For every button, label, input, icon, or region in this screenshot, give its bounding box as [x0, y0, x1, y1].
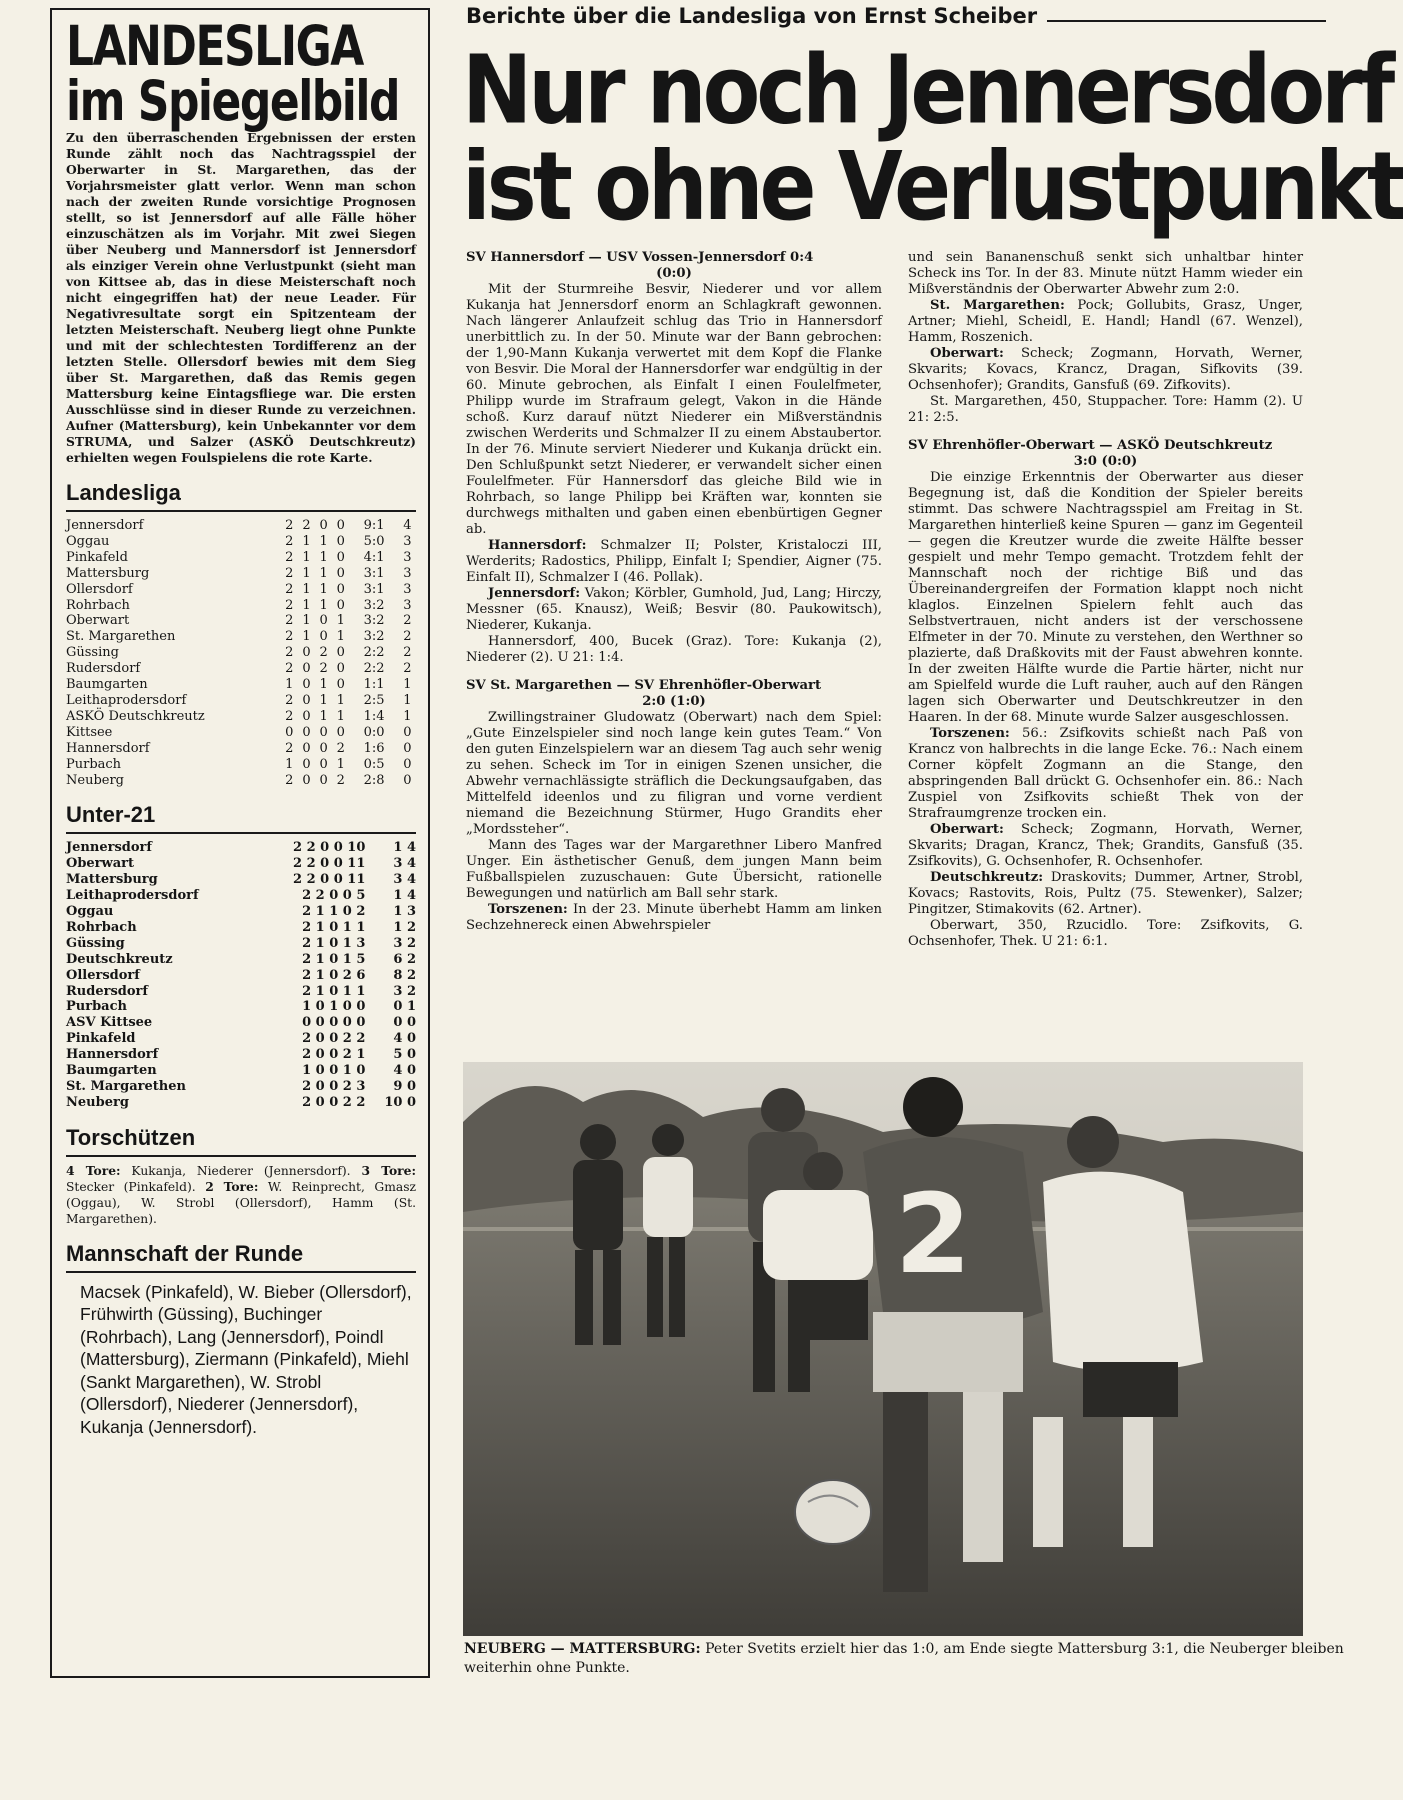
match-halftime: (0:0) — [656, 266, 692, 281]
standings-row: Pinkafeld 2 1 1 0 4:1 3 — [66, 549, 412, 565]
u21-row: Deutschkreutz 2 1 0 1 5 6 2 — [66, 951, 416, 967]
team-of-round-title: Mannschaft der Runde — [66, 1241, 416, 1273]
match-report: Mann des Tages war der Margarethner Libero Manfred Unger. Ein ästhetischer Genuß, dem jungen Mann beim Fußballspielen zuzuschauen: Gute Übersicht, rationelle Bewegungen und natürlich am Ball sehr stark. — [466, 838, 882, 901]
scorers-title: Torschützen — [66, 1125, 416, 1157]
landesliga-table-title: Landesliga — [66, 480, 416, 512]
match-report: Die einzige Erkenntnis der Oberwarter aus dieser Begegnung ist, daß die Kondition der Spieler bereits stimmt. Das schwere Nachtragsspiel am Freitag in St. Margarethen hinterließ keine Spuren — ganz im Gegenteil — gegen die Kreutzer wurde die zweite Hälfte besser gespielt und mehr Tempo gemacht. Trotzdem fehlt der Mannschaft noch der richtige Biß und das Übereinandergreifen der Formation klappt noch nicht klaglos. Einzelnen Spielern fehlt auch das Selbstvertrauen, nicht anders ist der verschossene Elfmeter in der 70. Minute zu verstehen, den Werthner so plazierte, daß Draßkovits mit der Faust abwehren konnte. In der zweiten Hälfte wurde die Partie härter, nicht nur am Spielfeld wurde die Luft rauher, auch auf den Rängen lagen sich Oberwarter und Deutschkreutzer in den Haaren. In der 68. Minute wurde Salzer ausgeschlossen. — [908, 470, 1303, 725]
u21-row: Rohrbach 2 1 0 1 1 1 2 — [66, 919, 416, 935]
standings-row: Jennersdorf 2 2 0 0 9:1 4 — [66, 518, 412, 533]
u21-table-title: Unter-21 — [66, 802, 416, 834]
u21-row: St. Margarethen 2 0 0 2 3 9 0 — [66, 1079, 416, 1094]
standings-row: Rohrbach 2 1 1 0 3:2 3 — [66, 597, 412, 613]
landesliga-box — [50, 8, 430, 1678]
match-info: Oberwart, 350, Rzucidlo. Tore: Zsifkovits, G. Ochsenhofer, Thek. U 21: 6:1. — [908, 918, 1303, 949]
u21-table — [66, 840, 416, 1110]
team-of-round-text: Macsek (Pinkafeld), W. Bieber (Ollersdorf), Frühwirth (Güssing), Buchinger (Rohrbach), Lang (Jennersdorf), Poindl (Mattersburg), Ziermann (Pinkafeld), Miehl (Sankt Margarethen), W. Strobl (Ollersdorf), Niederer (Jennersdorf), Kukanja (Jennersdorf). — [80, 1281, 412, 1437]
u21-row: Neuberg 2 0 0 2 2 10 0 — [66, 1094, 416, 1110]
lineup: Oberwart: Scheck; Zogmann, Horvath, Werner, Skvarits; Dragan, Krancz, Thek; Grandits, Gansfuß (35. Zsifkovits), G. Ochsenhofer, R. Ochsenhofer. — [908, 822, 1303, 869]
main-headline — [462, 35, 1403, 242]
goal-scenes: Torszenen: 56.: Zsifkovits schießt nach Paß von Krancz von halbrechts in die lange Ecke. 76.: Nach einem Corner köpfelt Zogmann an die Stange, den abspringenden Ball drückt G. Ochsenhofer ein. 86.: Nach Zuspiel von Zsifkovits schießt Thek von der Strafraumgrenze trocken ein. — [908, 726, 1303, 821]
box-headline-line2: im Spiegelbild — [66, 70, 399, 134]
match-report: und sein Bananenschuß senkt sich unhaltbar hinter Scheck ins Tor. In der 83. Minute nützt Hamm wieder ein Mißverständnis der Oberwarter Abwehr zum 2:0. — [908, 250, 1303, 297]
main-headline-line2: ist ohne Verlustpunkt — [462, 131, 1403, 242]
soccer-photo-illustration — [463, 1062, 1303, 1636]
lineup: Deutschkreutz: Draskovits; Dummer, Artner, Strobl, Kovacs; Rastovits, Rois, Pultz (75. Stewenker), Salzer; Pingitzer, Stimakovits (62. Artner). — [908, 870, 1303, 917]
u21-row: Güssing 2 1 0 1 3 3 2 — [66, 935, 416, 951]
u21-row: Ollersdorf 2 1 0 2 6 8 2 — [66, 967, 416, 983]
standings-row: Oggau 2 1 1 0 5:0 3 — [66, 533, 412, 549]
u21-row: Hannersdorf 2 0 0 2 1 5 0 — [66, 1047, 416, 1063]
standings-row: ASKÖ Deutschkreutz 2 0 1 1 1:4 1 — [66, 708, 412, 724]
goal-scenes: Torszenen: In der 23. Minute überhebt Hamm am linken Sechzehnereck einen Abwehrspieler — [466, 902, 882, 933]
match-report: Zwillingstrainer Gludowatz (Oberwart) nach dem Spiel: „Gute Einzelspieler sind noch lange kein gutes Team.“ Von den guten Einzelspielern war an diesem Tag auch sehr wenig zu sehen. Scheck im Tor in einigen Szenen unsicher, die Abwehr vernachlässigte sträflich die Deckungsaufgaben, das Mittelfeld ideenlos und zu filigran und vorne verdient niemand die Bezeichnung Stürmer, Hugo Grandits eher „Mordssteher“. — [466, 710, 882, 837]
landesliga-table — [66, 518, 416, 788]
photo-caption: NEUBERG — MATTERSBURG: Peter Svetits erzielt hier das 1:0, am Ende siegte Mattersburg 3:1, die Neuberger bleiben weiterhin ohne Punkte. — [464, 1641, 1344, 1676]
u21-row: Baumgarten 1 0 0 1 0 4 0 — [66, 1063, 416, 1079]
standings-row: Mattersburg 2 1 1 0 3:1 3 — [66, 565, 412, 581]
u21-row: ASV Kittsee 0 0 0 0 0 0 0 — [66, 1015, 416, 1031]
u21-row: Jennersdorf 2 2 0 0 10 1 4 — [66, 840, 416, 856]
match-info: St. Margarethen, 450, Stuppacher. Tore: Hamm (2). U 21: 2:5. — [908, 394, 1303, 425]
scorers-text: 4 Tore: Kukanja, Niederer (Jennersdorf). 3 Tore: Stecker (Pinkafeld). 2 Tore: W. Reinprecht, Gmasz (Oggau), W. Strobl (Ollersdorf), Hamm (St. Margarethen). — [66, 1162, 416, 1226]
u21-row: Mattersburg 2 2 0 0 11 3 4 — [66, 872, 416, 888]
match-info: Hannersdorf, 400, Bucek (Graz). Tore: Kukanja (2), Niederer (2). U 21: 1:4. — [466, 634, 882, 665]
match-report: Mit der Sturmreihe Besvir, Niederer und vor allem Kukanja hat Jennersdorf enorm an Schlagkraft gewonnen. Nach längerer Anlaufzeit schlug das Trio in Hannersdorf unerbittlich zu. In der 50. Minute war der Bann gebrochen: der 1,90-Mann Kukanja verwertet mit dem Kopf die Flanke von Besvir. Die Moral der Hannersdorfer war endgültig in der 60. Minute gebrochen, als Einfalt I einen Foulelfmeter, Philipp wurde im Strafraum gelegt, Vakon in die Hände schoß. Kurz darauf nützt Niederer ein Mißverständnis zwischen Werderits und Schmalzer II zu einem Abstaubertor. In der 76. Minute serviert Niederer und Kukanja drückt ein. Den Schlußpunkt setzt Niederer, er verwandelt sicher einen Foulelfmeter. Für Hannersdorf das gleiche Bild wie in Rohrbach, so lange Philipp bei Kräften war, konnten sie durchwegs mithalten und gaben einen ebenbürtigen Gegner ab. — [466, 282, 882, 537]
standings-row: Güssing 2 0 2 0 2:2 2 — [66, 645, 412, 661]
standings-row: Neuberg 2 0 0 2 2:8 0 — [66, 772, 412, 788]
lineup: Jennersdorf: Vakon; Körbler, Gumhold, Jud, Lang; Hirczy, Messner (65. Knausz), Weiß; Besvir (80. Paukowitsch), Niederer, Kukanja. — [466, 586, 882, 633]
standings-row: Baumgarten 1 0 1 0 1:1 1 — [66, 677, 412, 693]
match-heading: SV St. Margarethen — SV Ehrenhöfler-Oberwart — [466, 678, 822, 693]
main-headline-line1: Nur noch Jennersdorf — [462, 35, 1392, 146]
match-halftime: 2:0 (1:0) — [642, 694, 706, 709]
u21-row: Purbach 1 0 1 0 0 0 1 — [66, 999, 416, 1015]
standings-row: Oberwart 2 1 0 1 3:2 2 — [66, 613, 412, 629]
kicker: Berichte über die Landesliga von Ernst Scheiber — [466, 4, 1326, 28]
standings-row: St. Margarethen 2 1 0 1 3:2 2 — [66, 629, 412, 645]
standings-row: Ollersdorf 2 1 1 0 3:1 3 — [66, 581, 412, 597]
standings-row: Kittsee 0 0 0 0 0:0 0 — [66, 724, 412, 740]
lineup: Oberwart: Scheck; Zogmann, Horvath, Werner, Skvarits; Kovacs, Krancz, Dragan, Sifkovits (39. Ochsenhofer); Grandits, Gansfuß (69. Zifkovits). — [908, 346, 1303, 393]
standings-row: Leithaprodersdorf 2 0 1 1 2:5 1 — [66, 692, 412, 708]
article-column-2 — [908, 250, 1303, 950]
u21-row: Oberwart 2 2 0 0 11 3 4 — [66, 856, 416, 872]
lineup: Hannersdorf: Schmalzer II; Polster, Kristaloczi III, Werderits; Radostics, Philipp, Einfalt I; Spendier, Aigner (75. Einfalt II), Schmalzer I (46. Pollak). — [466, 538, 882, 585]
u21-row: Oggau 2 1 1 0 2 1 3 — [66, 904, 416, 920]
intro-text: Zu den überraschenden Ergebnissen der ersten Runde zählt noch das Nachtragsspiel der Oberwarter in St. Margarethen, das der Vorjahrsmeister glatt verlor. Wenn man schon nach der zweiten Runde vorsichtige Prognosen stellt, so ist Jennersdorf auf alle Fälle höher einzuschätzen als im Vorjahr. Mit zwei Siegen über Neuberg und Mannersdorf ist Jennersdorf als einziger Verein ohne Verlustpunkt (sieht man von Kittsee ab, das in diese Meisterschaft noch nicht eingegriffen hat) der neue Leader. Für Negativresultate sorgt ein Spitzenteam der letzten Meisterschaft. Neuberg liegt ohne Punkte und mit der schlechtesten Tordifferenz an der letzten Stelle. Ollersdorf bewies mit dem Sieg über St. Margarethen, daß das Remis gegen Mattersburg keine Eintagsfliege war. Die ersten Ausschlüsse sind in dieser Runde zu verzeichnen. Aufner (Mattersburg), kein Unbekannter vor dem STRUMA, und Salzer (ASKÖ Deutschkreutz) erhielten wegen Foulspielens die rote Karte. — [66, 130, 416, 465]
match-photo — [463, 1062, 1303, 1636]
u21-row: Pinkafeld 2 0 0 2 2 4 0 — [66, 1031, 416, 1047]
u21-row: Leithaprodersdorf 2 2 0 0 5 1 4 — [66, 888, 416, 904]
match-heading: SV Hannersdorf — USV Vossen-Jennersdorf 0:4 — [466, 250, 814, 265]
match-heading: SV Ehrenhöfler-Oberwart — ASKÖ Deutschkreutz — [908, 438, 1273, 453]
article-column-1 — [466, 250, 882, 934]
standings-row: Purbach 1 0 0 1 0:5 0 — [66, 756, 412, 772]
box-headline-line1: LANDESLIGA — [66, 15, 363, 79]
u21-row: Rudersdorf 2 1 0 1 1 3 2 — [66, 983, 416, 999]
jersey-number: 2 — [894, 1170, 972, 1298]
match-halftime: 3:0 (0:0) — [1073, 454, 1138, 469]
standings-row: Rudersdorf 2 0 2 0 2:2 2 — [66, 661, 412, 677]
standings-row: Hannersdorf 2 0 0 2 1:6 0 — [66, 740, 412, 756]
box-headline — [66, 15, 416, 134]
lineup: St. Margarethen: Pock; Gollubits, Grasz, Unger, Artner; Miehl, Scheidl, E. Handl; Handl (67. Wenzel), Hamm, Roszenich. — [908, 298, 1303, 345]
